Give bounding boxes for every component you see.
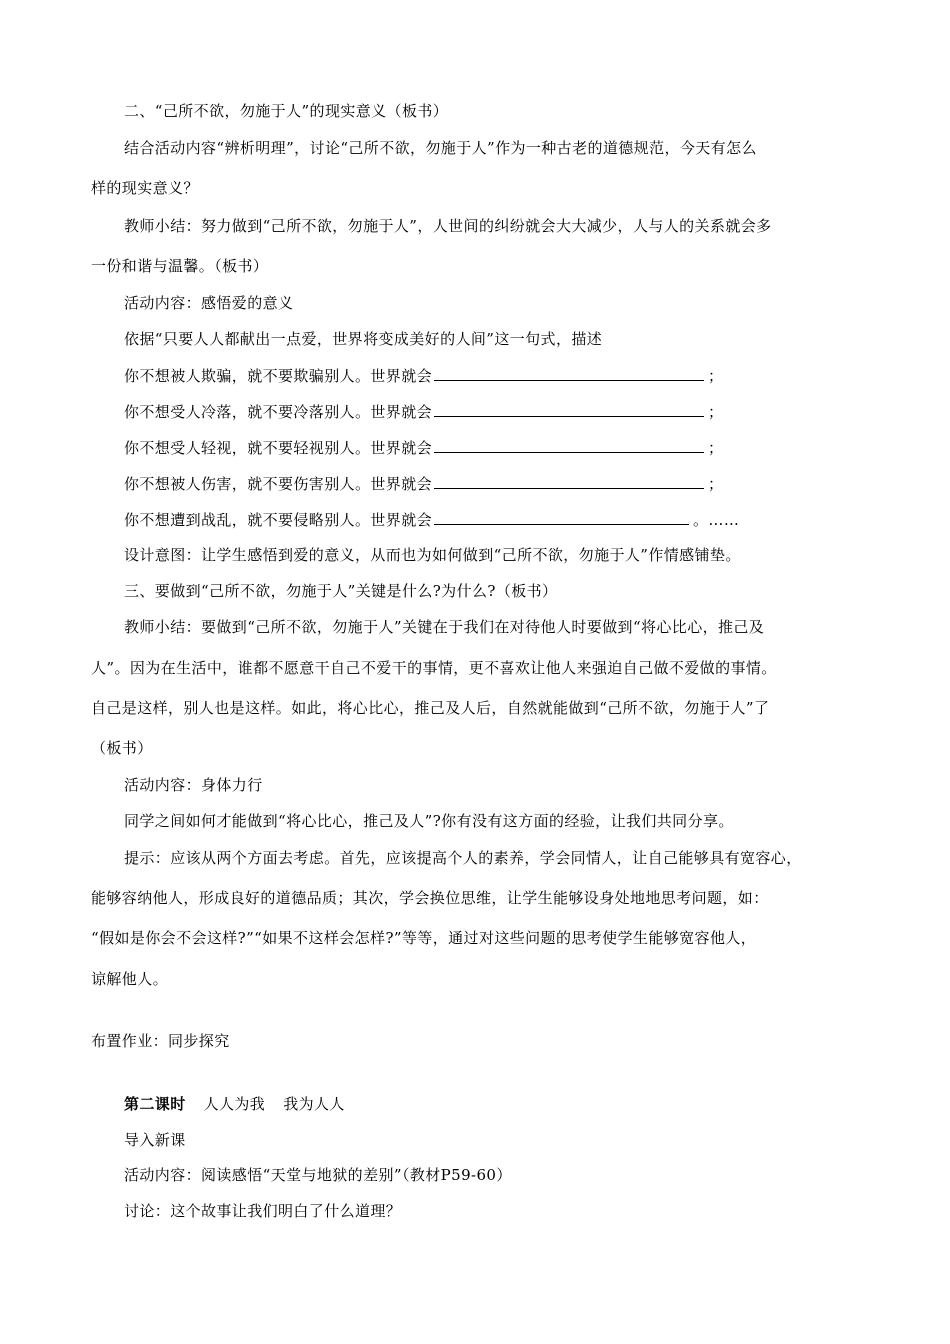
lesson-title	[124, 1094, 345, 1114]
activity-label: 活动内容：身体力行	[124, 776, 263, 794]
section-heading-2: 二、“己所不欲，勿施于人”的现实意义（板书）	[124, 102, 449, 120]
fill-in-prompt: 你不想被人伤害，就不要伤害别人。世界就会	[124, 475, 433, 493]
fill-in-blank	[434, 510, 689, 525]
paragraph-line: 设计意图：让学生感悟到爱的意义，从而也为如何做到“己所不欲，勿施于人”作情感铺垫。	[124, 546, 741, 564]
punctuation: ；	[708, 403, 724, 421]
fill-in-line	[124, 438, 723, 458]
fill-in-blank	[434, 366, 704, 381]
fill-in-line	[124, 510, 739, 530]
fill-in-prompt: 你不想受人冷落，就不要冷落别人。世界就会	[124, 403, 433, 421]
lesson-number: 第二课时	[124, 1095, 186, 1113]
paragraph-line: （板书）	[91, 739, 153, 757]
paragraph-line: 教师小结：努力做到“己所不欲，勿施于人”，人世间的纠纷就会大大减少，人与人的关系就会多	[124, 217, 772, 235]
fill-in-line	[124, 474, 723, 494]
fill-in-line	[124, 366, 723, 386]
punctuation: ；	[708, 367, 724, 385]
lesson-topic: 我为人人	[283, 1095, 345, 1113]
activity-label: 活动内容：感悟爱的意义	[124, 294, 294, 312]
paragraph-line: 依据“只要人人都献出一点爱，世界将变成美好的人间”这一句式，描述	[124, 330, 603, 348]
paragraph-line: 人”。因为在生活中，谁都不愿意干自己不爱干的事情，更不喜欢让他人来强迫自己做不爱做的事情。	[91, 659, 777, 677]
homework-line: 布置作业：同步探究	[91, 1032, 230, 1050]
fill-in-prompt: 你不想被人欺骗，就不要欺骗别人。世界就会	[124, 367, 433, 385]
paragraph-line: 能够容纳他人，形成良好的道德品质；其次，学会换位思维，让学生能够设身处地地思考问题，如：	[91, 889, 769, 907]
paragraph-line: 教师小结：要做到“己所不欲，勿施于人”关键在于我们在对待他人时要做到“将心比心，推己及	[124, 618, 765, 636]
lesson-topic: 人人为我	[203, 1095, 266, 1113]
section-heading-3: 三、要做到“己所不欲，勿施于人”关键是什么?为什么?（板书）	[124, 582, 558, 600]
fill-in-blank	[434, 402, 704, 417]
punctuation: ；	[708, 475, 724, 493]
punctuation: ；	[708, 439, 724, 457]
fill-in-line	[124, 402, 723, 422]
paragraph-line: 提示：应该从两个方面去考虑。首先，应该提高个人的素养，学会同情人，让自己能够具有宽容心，	[124, 849, 802, 867]
fill-in-blank	[434, 474, 704, 489]
paragraph-line: 结合活动内容“辨析明理”，讨论“己所不欲，勿施于人”作为一种古老的道德规范，今天有怎么	[124, 139, 757, 157]
paragraph-line: 导入新课	[124, 1131, 186, 1149]
paragraph-line: 自己是这样，别人也是这样。如此，将心比心，推己及人后，自然就能做到“己所不欲，勿施于人”了	[91, 699, 770, 717]
fill-in-prompt: 你不想遭到战乱，就不要侵略别人。世界就会	[124, 511, 433, 529]
paragraph-line: 谅解他人。	[91, 970, 169, 988]
paragraph-line: 样的现实意义？	[91, 179, 199, 197]
paragraph-line: 一份和谐与温馨。（板书）	[91, 257, 269, 275]
paragraph-line: “假如是你会不会这样?”“如果不这样会怎样?”等等，通过对这些问题的思考使学生能够宽容他人，	[91, 929, 757, 947]
punctuation: 。……	[693, 511, 740, 529]
fill-in-blank	[434, 438, 704, 453]
fill-in-prompt: 你不想受人轻视，就不要轻视别人。世界就会	[124, 439, 433, 457]
paragraph-line: 同学之间如何才能做到“将心比心，推己及人”?你有没有这方面的经验，让我们共同分享。	[124, 812, 734, 830]
paragraph-line: 讨论：这个故事让我们明白了什么道理？	[124, 1202, 402, 1220]
activity-label: 活动内容：阅读感悟“天堂与地狱的差别”（教材P59-60）	[124, 1166, 512, 1184]
